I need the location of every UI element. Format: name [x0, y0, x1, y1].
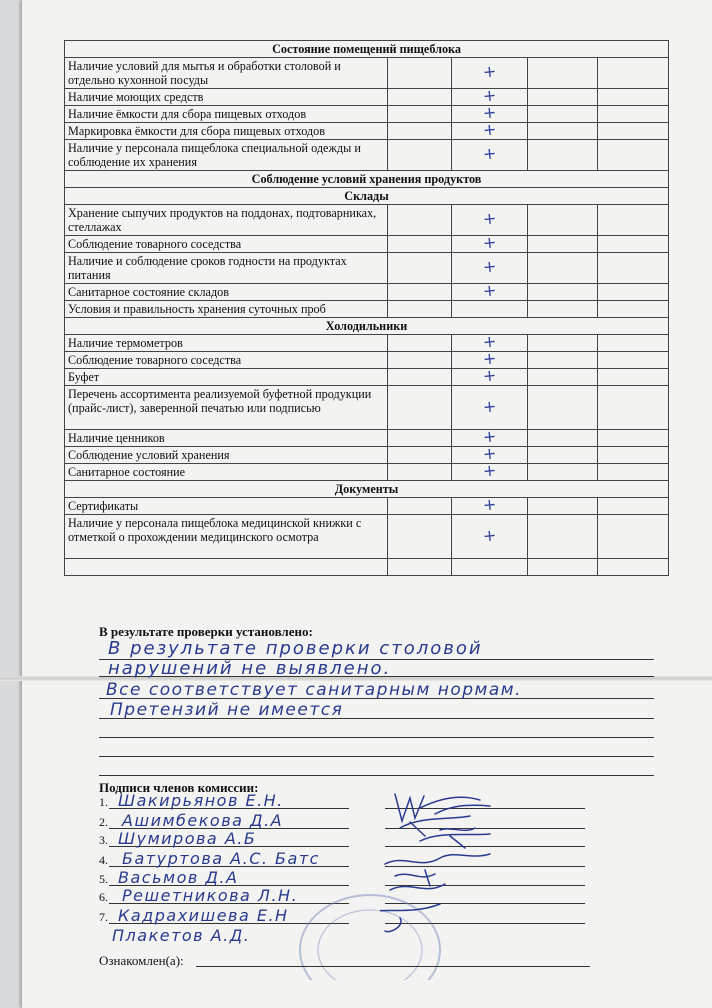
result-text-2: нарушений не выявлено. [108, 658, 392, 679]
check-mark: + [452, 205, 528, 236]
empty-cell [528, 123, 598, 140]
check-mark: + [452, 352, 528, 369]
table-row [65, 205, 669, 236]
empty-cell [528, 106, 598, 123]
empty-cell [598, 464, 669, 481]
check-mark: + [452, 430, 528, 447]
empty-cell [388, 236, 452, 253]
empty-cell [528, 464, 598, 481]
table-row [65, 140, 669, 171]
empty-cell [528, 284, 598, 301]
empty-cell [528, 335, 598, 352]
criterion-label: Наличие у персонала пищеблока медицинской книжки с отметкой о прохождении медицинского осмотра [65, 515, 388, 559]
empty-cell [528, 559, 598, 576]
handwritten-signatures [380, 786, 520, 946]
empty-cell [598, 106, 669, 123]
table-row [65, 123, 669, 140]
check-mark [452, 301, 528, 318]
empty-cell [528, 301, 598, 318]
member-name: Шумирова А.Б [118, 829, 257, 848]
empty-cell [388, 301, 452, 318]
check-mark: + [452, 498, 528, 515]
empty-cell [388, 140, 452, 171]
empty-cell [598, 205, 669, 236]
table-row [65, 559, 669, 576]
check-mark: + [452, 369, 528, 386]
empty-cell [528, 140, 598, 171]
empty-cell [388, 386, 452, 430]
inspection-table [64, 40, 669, 576]
table-row [65, 352, 669, 369]
criterion-label [65, 559, 388, 576]
check-mark: + [452, 89, 528, 106]
criterion-label: Наличие у персонала пищеблока специальной одежды и соблюдение их хранения [65, 140, 388, 171]
empty-cell [598, 559, 669, 576]
result-text-3: Все соответствует санитарным нормам. [106, 680, 522, 700]
empty-cell [388, 58, 452, 89]
check-mark: + [452, 464, 528, 481]
table-row [65, 447, 669, 464]
member-number: 7. [99, 910, 108, 924]
empty-cell [598, 369, 669, 386]
empty-cell [528, 236, 598, 253]
check-mark: + [452, 253, 528, 284]
criterion-label: Наличие ценников [65, 430, 388, 447]
table-row [65, 386, 669, 430]
empty-cell [598, 236, 669, 253]
criterion-label: Соблюдение условий хранения [65, 447, 388, 464]
empty-cell [388, 205, 452, 236]
member-name: Кадрахишева Е.Н [118, 906, 289, 925]
table-row [65, 498, 669, 515]
empty-cell [388, 253, 452, 284]
member-number: 1. [99, 795, 108, 809]
empty-cell [598, 447, 669, 464]
empty-cell [598, 123, 669, 140]
check-mark: + [452, 140, 528, 171]
empty-cell [598, 58, 669, 89]
empty-cell [598, 89, 669, 106]
criterion-label: Санитарное состояние [65, 464, 388, 481]
member-number: 3. [99, 833, 108, 847]
empty-cell [598, 284, 669, 301]
empty-cell [388, 284, 452, 301]
empty-cell [388, 430, 452, 447]
table-row [65, 253, 669, 284]
empty-cell [388, 447, 452, 464]
member-name: Васьмов Д.А [118, 868, 239, 887]
result-title: В результате проверки установлено: [99, 624, 313, 639]
member-name: Шакирьянов Е.Н. [118, 791, 284, 810]
empty-cell [528, 369, 598, 386]
empty-cell [528, 515, 598, 559]
member-number: 2. [99, 815, 108, 829]
criterion-label: Сертификаты [65, 498, 388, 515]
empty-cell [388, 335, 452, 352]
empty-cell [388, 352, 452, 369]
section-header: Состояние помещений пищеблока [65, 41, 669, 58]
table-row [65, 58, 669, 89]
empty-cell [528, 205, 598, 236]
criterion-label: Условия и правильность хранения суточных проб [65, 301, 388, 318]
criterion-label: Буфет [65, 369, 388, 386]
empty-cell [388, 515, 452, 559]
table-row [65, 335, 669, 352]
empty-cell [528, 498, 598, 515]
member-number: 5. [99, 872, 108, 886]
empty-cell [388, 559, 452, 576]
empty-cell [598, 301, 669, 318]
empty-cell [598, 140, 669, 171]
acknowledged-line [196, 966, 590, 967]
section-header: Документы [65, 481, 669, 498]
section-header: Склады [65, 188, 669, 205]
criterion-label: Маркировка ёмкости для сбора пищевых отходов [65, 123, 388, 140]
empty-cell [528, 89, 598, 106]
table-row [65, 301, 669, 318]
table-row [65, 369, 669, 386]
empty-cell [388, 123, 452, 140]
empty-cell [388, 498, 452, 515]
check-mark: + [452, 335, 528, 352]
member-name: Ашимбекова Д.А [122, 811, 284, 830]
criterion-label: Наличие моющих средств [65, 89, 388, 106]
empty-cell [528, 253, 598, 284]
criterion-label: Хранение сыпучих продуктов на поддонах, подтоварниках, стеллажах [65, 205, 388, 236]
check-mark: + [452, 58, 528, 89]
signatures-title: Подписи членов комиссии: [99, 780, 259, 795]
empty-cell [528, 447, 598, 464]
table-row [65, 89, 669, 106]
check-mark: + [452, 515, 528, 559]
empty-cell [528, 352, 598, 369]
empty-cell [598, 515, 669, 559]
criterion-label: Наличие и соблюдение сроков годности на продуктах питания [65, 253, 388, 284]
section-header: Холодильники [65, 318, 669, 335]
criterion-label: Перечень ассортимента реализуемой буфетной продукции (прайс-лист), заверенной печатью или подписью [65, 386, 388, 430]
criterion-label: Наличие условий для мытья и обработки столовой и отдельно кухонной посуды [65, 58, 388, 89]
result-text-4: Претензий не имеется [110, 700, 344, 720]
empty-cell [528, 386, 598, 430]
empty-cell [598, 498, 669, 515]
empty-cell [528, 430, 598, 447]
check-mark: + [452, 106, 528, 123]
empty-cell [388, 369, 452, 386]
member-number: 6. [99, 890, 108, 904]
check-mark: + [452, 236, 528, 253]
check-mark: + [452, 386, 528, 430]
result-text-1: В результате проверки столовой [108, 638, 483, 659]
extra-member-name: Плакетов А.Д. [112, 926, 251, 945]
check-mark [452, 559, 528, 576]
table-row [65, 106, 669, 123]
member-number: 4. [99, 853, 108, 867]
section-header: Соблюдение условий хранения продуктов [65, 171, 669, 188]
empty-cell [598, 430, 669, 447]
empty-cell [528, 58, 598, 89]
criterion-label: Санитарное состояние складов [65, 284, 388, 301]
check-mark: + [452, 123, 528, 140]
empty-cell [388, 89, 452, 106]
result-line [99, 756, 654, 757]
criterion-label: Соблюдение товарного соседства [65, 352, 388, 369]
member-name: Батуртова А.С. Батс [122, 849, 320, 868]
check-mark: + [452, 447, 528, 464]
empty-cell [388, 464, 452, 481]
criterion-label: Наличие термометров [65, 335, 388, 352]
table-row [65, 430, 669, 447]
empty-cell [598, 386, 669, 430]
result-line [99, 775, 654, 776]
criterion-label: Наличие ёмкости для сбора пищевых отходов [65, 106, 388, 123]
table-row [65, 464, 669, 481]
table-row [65, 236, 669, 253]
result-line [99, 737, 654, 738]
empty-cell [598, 352, 669, 369]
table-row [65, 515, 669, 559]
criterion-label: Соблюдение товарного соседства [65, 236, 388, 253]
empty-cell [598, 253, 669, 284]
check-mark: + [452, 284, 528, 301]
empty-cell [388, 106, 452, 123]
acknowledged-label: Ознакомлен(а): [99, 953, 184, 968]
member-name: Решетникова Л.Н. [122, 886, 299, 905]
table-row [65, 284, 669, 301]
empty-cell [598, 335, 669, 352]
